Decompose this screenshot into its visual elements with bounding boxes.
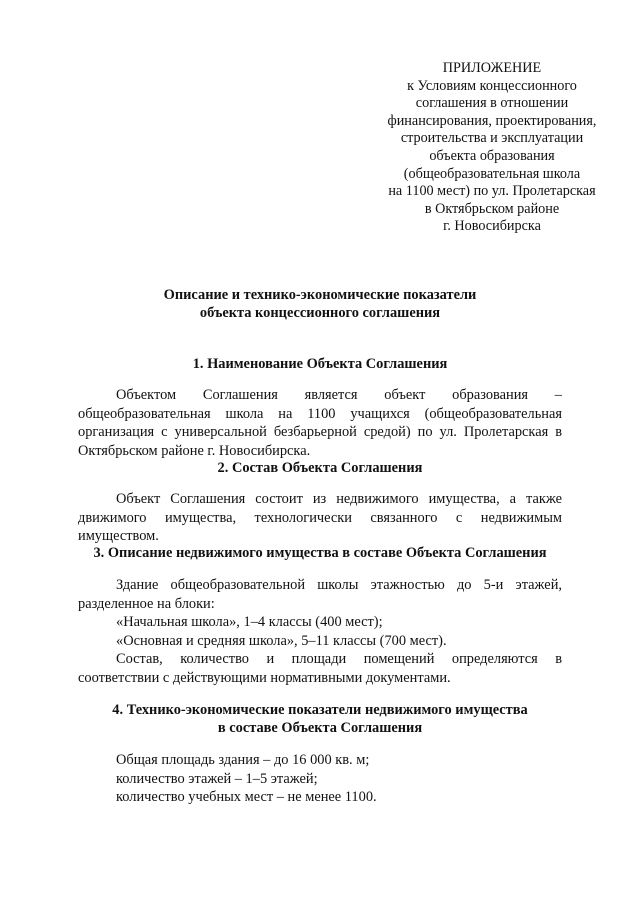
document-title — [60, 286, 580, 322]
title-line-2: объекта концессионного соглашения — [199, 305, 441, 321]
appendix-line: соглашения в отношении — [415, 95, 569, 112]
section-3-paragraph-1: Здание общеобразовательной школы этажностью до 5-и этажей, разделенное на блоки: — [78, 577, 562, 612]
appendix-block — [372, 60, 612, 236]
section-1-paragraph: Объектом Соглашения является объект образования – общеобразовательная школа на 1100 учащихся (общеобразовательная организация с универсальной безбарьерной средой) по ул. Пролетарская в Октябрьском районе г. Новосибирска. — [78, 387, 562, 459]
appendix-label: ПРИЛОЖЕНИЕ — [442, 60, 542, 76]
section-2-paragraph: Объект Соглашения состоит из недвижимого имущества, а также движимого имущества, технологически связанного с недвижимым имуществом. — [78, 491, 562, 545]
section-3-paragraph-2: Состав, количество и площади помещений определяются в соответствии с действующими нормативными документами. — [78, 651, 562, 686]
section-1 — [78, 355, 562, 460]
section-3-heading: 3. Описание недвижимого имущества в составе Объекта Соглашения — [93, 545, 547, 561]
section-2 — [78, 459, 562, 546]
indicator-floors: количество этажей – 1–5 этажей; — [116, 770, 318, 787]
section-4 — [78, 701, 562, 807]
section-3-block-2: «Основная и средняя школа», 5–11 классы (700 мест). — [116, 632, 447, 649]
section-4-heading — [78, 701, 562, 737]
appendix-line: строительства и эксплуатации — [400, 130, 584, 147]
appendix-line: к Условиям концессионного — [407, 77, 577, 94]
indicator-total-area: Общая площадь здания – до 16 000 кв. м; — [116, 752, 370, 768]
appendix-line: на 1100 мест) по ул. Пролетарская — [388, 183, 596, 200]
appendix-line: в Октябрьском районе — [424, 200, 560, 217]
appendix-line: объекта образования — [429, 147, 555, 164]
appendix-line: (общеобразовательная школа — [403, 165, 581, 182]
section-4-heading-line-2: в составе Объекта Соглашения — [217, 720, 423, 736]
appendix-line: г. Новосибирска — [443, 218, 541, 235]
section-2-heading: 2. Состав Объекта Соглашения — [217, 460, 423, 476]
section-4-heading-line-1: 4. Технико-экономические показатели недвижимого имущества — [112, 702, 528, 718]
section-3 — [78, 544, 562, 688]
title-line-1: Описание и технико-экономические показатели — [163, 287, 477, 303]
indicator-places: количество учебных мест – не менее 1100. — [116, 789, 377, 806]
appendix-line: финансирования, проектирования, — [387, 112, 597, 129]
section-1-heading: 1. Наименование Объекта Соглашения — [192, 356, 448, 372]
section-3-block-1: «Начальная школа», 1–4 классы (400 мест); — [116, 614, 383, 631]
